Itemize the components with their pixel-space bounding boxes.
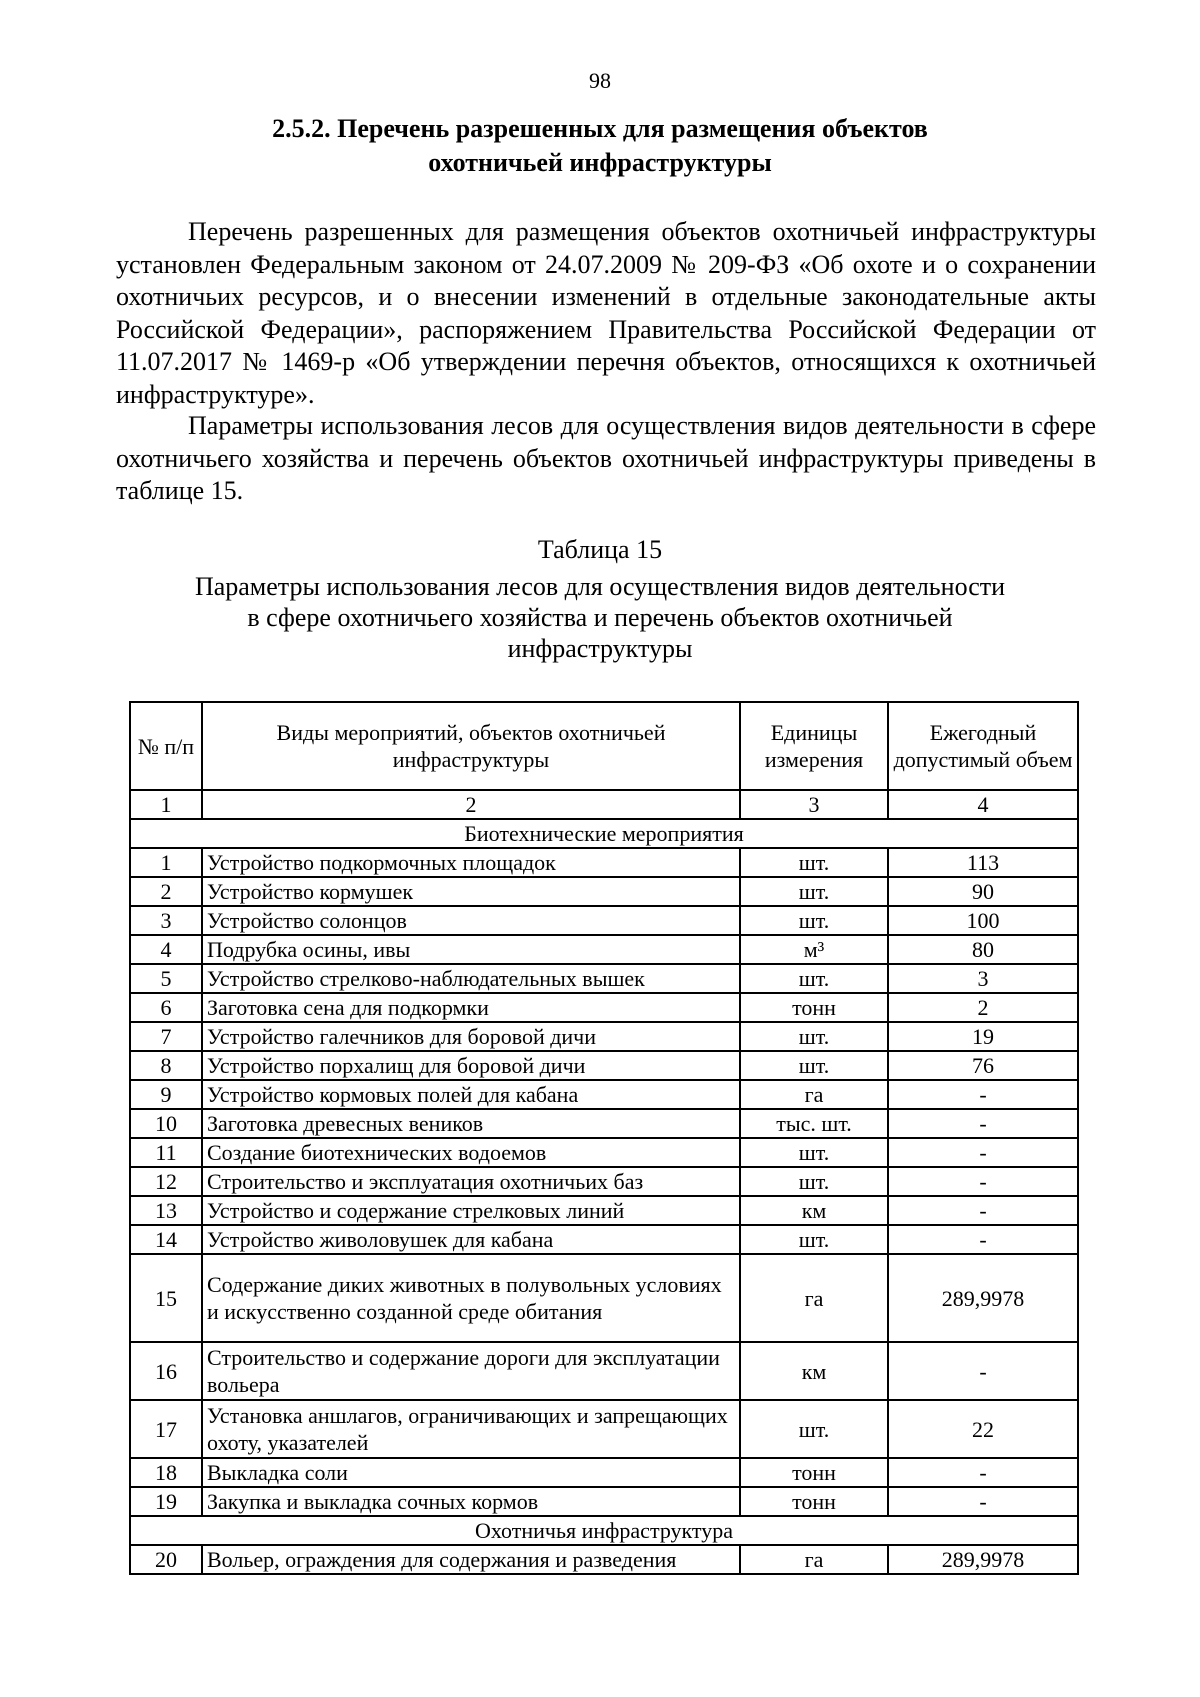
table-row xyxy=(130,1342,1078,1400)
section-title-biotechnical: Биотехнические мероприятия xyxy=(130,819,1078,848)
table-row xyxy=(130,1196,1078,1225)
table-row xyxy=(130,906,1078,935)
row-activity: Устройство солонцов xyxy=(202,906,740,935)
table-row xyxy=(130,877,1078,906)
row-number: 16 xyxy=(130,1342,202,1400)
header-units: Единицы измерения xyxy=(740,702,888,790)
row-volume: - xyxy=(888,1458,1078,1487)
row-number: 1 xyxy=(130,848,202,877)
section-row-biotechnical xyxy=(130,819,1078,848)
row-volume: 113 xyxy=(888,848,1078,877)
section-heading-line-2: охотничьей инфраструктуры xyxy=(428,148,772,177)
row-activity: Устройство и содержание стрелковых линий xyxy=(202,1196,740,1225)
row-volume: 3 xyxy=(888,964,1078,993)
row-activity: Устройство живоловушек для кабана xyxy=(202,1225,740,1254)
table-row xyxy=(130,1254,1078,1342)
row-volume: 19 xyxy=(888,1022,1078,1051)
table-row xyxy=(130,1022,1078,1051)
row-number: 20 xyxy=(130,1545,202,1574)
row-number: 11 xyxy=(130,1138,202,1167)
table-row xyxy=(130,1225,1078,1254)
row-activity: Устройство кормовых полей для кабана xyxy=(202,1080,740,1109)
paragraph-1 xyxy=(116,216,1096,411)
row-activity: Строительство и содержание дороги для эксплуатации вольера xyxy=(202,1342,740,1400)
row-unit: га xyxy=(740,1254,888,1342)
row-unit: шт. xyxy=(740,1022,888,1051)
row-volume: 289,9978 xyxy=(888,1254,1078,1342)
row-unit: тонн xyxy=(740,993,888,1022)
row-unit: га xyxy=(740,1545,888,1574)
row-unit: шт. xyxy=(740,1225,888,1254)
row-activity: Заготовка сена для подкормки xyxy=(202,993,740,1022)
row-number: 3 xyxy=(130,906,202,935)
row-volume: 22 xyxy=(888,1400,1078,1458)
row-unit: км xyxy=(740,1342,888,1400)
table-row xyxy=(130,1051,1078,1080)
column-number-4: 4 xyxy=(888,790,1078,819)
section-heading xyxy=(200,112,1000,180)
row-number: 15 xyxy=(130,1254,202,1342)
header-annual-volume: Ежегодный допустимый объем xyxy=(888,702,1078,790)
row-number: 18 xyxy=(130,1458,202,1487)
section-heading-line-1: 2.5.2. Перечень разрешенных для размещения объектов xyxy=(272,114,928,143)
row-activity: Установка аншлагов, ограничивающих и запрещающих охоту, указателей xyxy=(202,1400,740,1458)
row-activity: Вольер, ограждения для содержания и разведения xyxy=(202,1545,740,1574)
table-row xyxy=(130,1545,1078,1574)
row-volume: 2 xyxy=(888,993,1078,1022)
column-number-2: 2 xyxy=(202,790,740,819)
section-title-hunting-infrastructure: Охотничья инфраструктура xyxy=(130,1516,1078,1545)
column-number-3: 3 xyxy=(740,790,888,819)
row-number: 9 xyxy=(130,1080,202,1109)
row-volume: 80 xyxy=(888,935,1078,964)
row-unit: тыс. шт. xyxy=(740,1109,888,1138)
row-activity: Устройство подкормочных площадок xyxy=(202,848,740,877)
column-number-1: 1 xyxy=(130,790,202,819)
row-number: 12 xyxy=(130,1167,202,1196)
row-activity: Выкладка соли xyxy=(202,1458,740,1487)
row-number: 14 xyxy=(130,1225,202,1254)
table-number: Таблица 15 xyxy=(537,535,663,564)
row-unit: шт. xyxy=(740,877,888,906)
row-volume: - xyxy=(888,1487,1078,1516)
row-volume: - xyxy=(888,1342,1078,1400)
row-number: 2 xyxy=(130,877,202,906)
row-number: 7 xyxy=(130,1022,202,1051)
row-number: 4 xyxy=(130,935,202,964)
table-caption-line-1: Параметры использования лесов для осуществления видов деятельности xyxy=(194,572,1006,601)
row-number: 6 xyxy=(130,993,202,1022)
row-activity: Заготовка древесных веников xyxy=(202,1109,740,1138)
table-row xyxy=(130,1138,1078,1167)
row-activity: Устройство порхалищ для боровой дичи xyxy=(202,1051,740,1080)
row-activity: Устройство кормушек xyxy=(202,877,740,906)
table-row xyxy=(130,1400,1078,1458)
row-volume: - xyxy=(888,1225,1078,1254)
row-number: 17 xyxy=(130,1400,202,1458)
row-number: 8 xyxy=(130,1051,202,1080)
row-number: 5 xyxy=(130,964,202,993)
row-activity: Устройство стрелково-наблюдательных вышек xyxy=(202,964,740,993)
row-unit: км xyxy=(740,1196,888,1225)
table-row xyxy=(130,1109,1078,1138)
table-caption-line-2: в сфере охотничьего хозяйства и перечень объектов охотничьей xyxy=(247,603,953,632)
paragraph-2-text: Параметры использования лесов для осуществления видов деятельности в сфере охотничьего хозяйства и перечень объектов охотничьей инфраструктуры приведены в таблице 15. xyxy=(116,411,1096,505)
row-unit: шт. xyxy=(740,1167,888,1196)
table-row xyxy=(130,1487,1078,1516)
row-activity: Строительство и эксплуатация охотничьих баз xyxy=(202,1167,740,1196)
table-row xyxy=(130,964,1078,993)
table-caption xyxy=(150,571,1050,664)
table-row xyxy=(130,1080,1078,1109)
row-activity: Закупка и выкладка сочных кормов xyxy=(202,1487,740,1516)
row-volume: 90 xyxy=(888,877,1078,906)
header-number: № п/п xyxy=(130,702,202,790)
row-number: 13 xyxy=(130,1196,202,1225)
row-activity: Подрубка осины, ивы xyxy=(202,935,740,964)
row-volume: - xyxy=(888,1138,1078,1167)
row-unit: тонн xyxy=(740,1458,888,1487)
table-header-row xyxy=(130,702,1078,790)
table-row xyxy=(130,1458,1078,1487)
row-unit: шт. xyxy=(740,848,888,877)
paragraph-2 xyxy=(116,410,1096,508)
row-unit: шт. xyxy=(740,964,888,993)
row-unit: шт. xyxy=(740,1400,888,1458)
row-unit: га xyxy=(740,1080,888,1109)
table-row xyxy=(130,1167,1078,1196)
row-number: 19 xyxy=(130,1487,202,1516)
paragraph-1-text: Перечень разрешенных для размещения объектов охотничьей инфраструктуры установлен Федеральным законом от 24.07.2009 № 209-ФЗ «Об охоте и о сохранении охотничьих ресурсов, и о внесении изменений в отдельные законодательные акты Российской Федерации», распоряжением Правительства Российской Федерации от 11.07.2017 № 1469-р «Об утверждении перечня объектов, относящихся к охотничьей инфраструктуре». xyxy=(116,217,1096,409)
page-number: 98 xyxy=(589,68,611,93)
row-volume: 289,9978 xyxy=(888,1545,1078,1574)
row-volume: - xyxy=(888,1109,1078,1138)
table-row xyxy=(130,848,1078,877)
table-row xyxy=(130,993,1078,1022)
row-volume: - xyxy=(888,1196,1078,1225)
row-unit: шт. xyxy=(740,1138,888,1167)
row-volume: - xyxy=(888,1080,1078,1109)
row-unit: шт. xyxy=(740,1051,888,1080)
header-activities: Виды мероприятий, объектов охотничьей инфраструктуры xyxy=(202,702,740,790)
row-activity: Устройство галечников для боровой дичи xyxy=(202,1022,740,1051)
row-number: 10 xyxy=(130,1109,202,1138)
table-caption-line-3: инфраструктуры xyxy=(507,634,693,663)
column-number-row xyxy=(130,790,1078,819)
table-row xyxy=(130,935,1078,964)
row-volume: 100 xyxy=(888,906,1078,935)
row-volume: - xyxy=(888,1167,1078,1196)
row-unit: тонн xyxy=(740,1487,888,1516)
section-row-hunting-infrastructure xyxy=(130,1516,1078,1545)
row-volume: 76 xyxy=(888,1051,1078,1080)
row-activity: Создание биотехнических водоемов xyxy=(202,1138,740,1167)
row-unit: шт. xyxy=(740,906,888,935)
row-activity: Содержание диких животных в полувольных условиях и искусственно созданной среде обитания xyxy=(202,1254,740,1342)
activities-table xyxy=(129,701,1079,1575)
row-unit: м³ xyxy=(740,935,888,964)
